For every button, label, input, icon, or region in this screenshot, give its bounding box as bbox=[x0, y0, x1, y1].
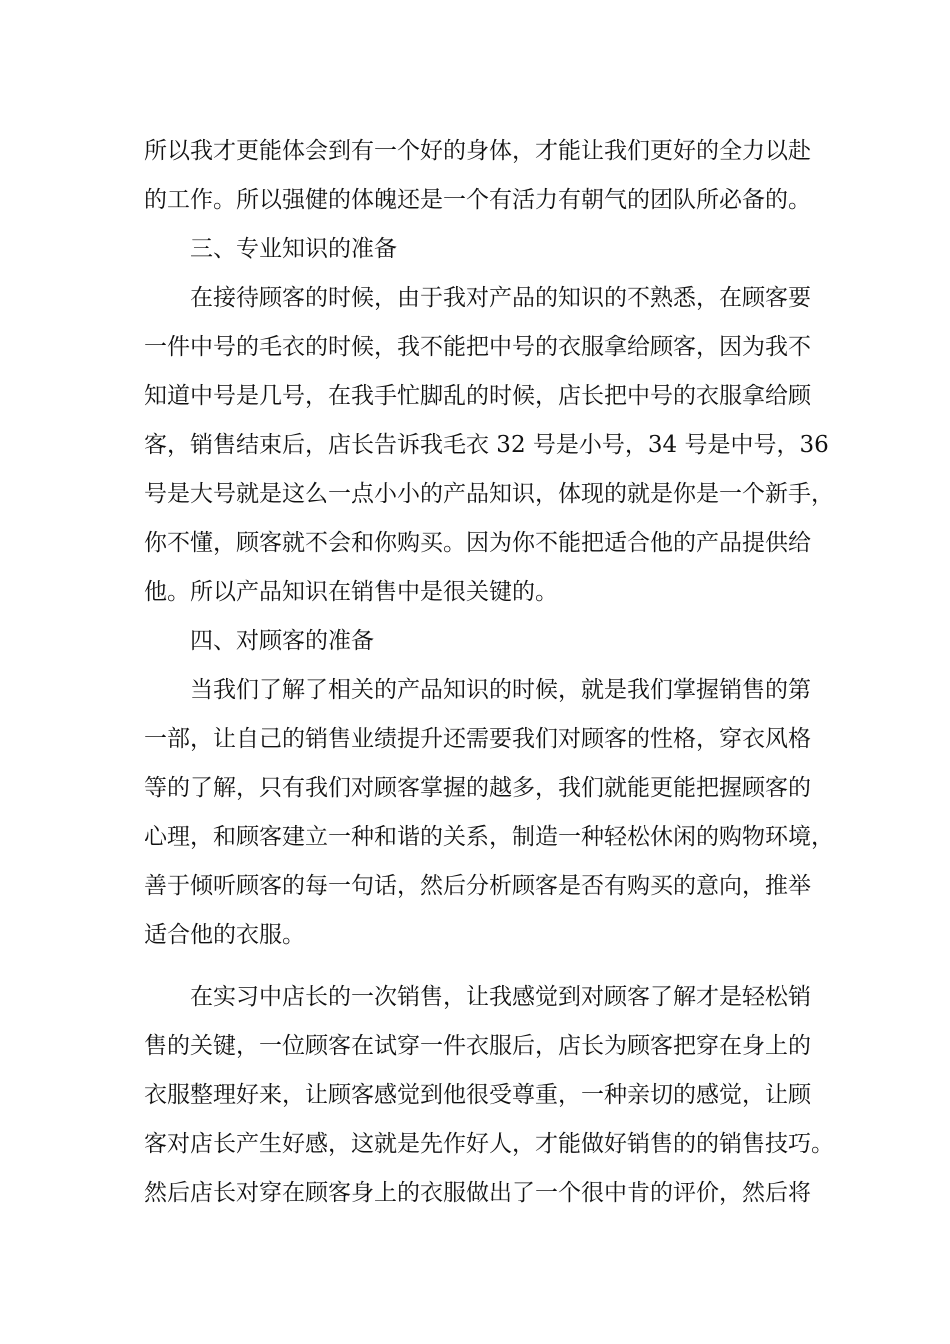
text-line: 善于倾听顾客的每一句话，然后分析顾客是否有购买的意向，推举 bbox=[144, 873, 811, 899]
text-line: 一件中号的毛衣的时候，我不能把中号的衣服拿给顾客，因为我不 bbox=[144, 334, 811, 360]
text-line: 售的关键，一位顾客在试穿一件衣服后，店长为顾客把穿在身上的 bbox=[144, 1033, 811, 1059]
text-line: 你不懂，顾客就不会和你购买。因为你不能把适合他的产品提供给 bbox=[144, 530, 811, 556]
text-line: 适合他的衣服。 bbox=[144, 922, 305, 948]
text-line: 心理，和顾客建立一种和谐的关系，制造一种轻松休闲的购物环境， bbox=[144, 824, 834, 850]
text-line: 在接待顾客的时候，由于我对产品的知识的不熟悉，在顾客要 bbox=[190, 285, 811, 311]
text-line: 所以我才更能体会到有一个好的身体，才能让我们更好的全力以赴 bbox=[144, 138, 811, 164]
text-line: 客对店长产生好感，这就是先作好人，才能做好销售的的销售技巧。 bbox=[144, 1131, 834, 1157]
text-line: 在实习中店长的一次销售，让我感觉到对顾客了解才是轻松销 bbox=[190, 984, 811, 1010]
text-line: 他。所以产品知识在销售中是很关键的。 bbox=[144, 579, 558, 605]
text-line: 衣服整理好来，让顾客感觉到他很受尊重，一种亲切的感觉，让顾 bbox=[144, 1082, 811, 1108]
document-body bbox=[144, 127, 834, 1218]
text-line: 然后店长对穿在顾客身上的衣服做出了一个很中肯的评价，然后将 bbox=[144, 1180, 811, 1206]
text-line: 的工作。所以强健的体魄还是一个有活力有朝气的团队所必备的。 bbox=[144, 187, 811, 213]
text-line: 客，销售结束后，店长告诉我毛衣 32 号是小号，34 号是中号，36 bbox=[144, 432, 829, 458]
paragraph-spacer bbox=[144, 960, 824, 973]
text-line: 当我们了解了相关的产品知识的时候，就是我们掌握销售的第 bbox=[190, 677, 811, 703]
text-line: 一部，让自己的销售业绩提升还需要我们对顾客的性格，穿衣风格 bbox=[144, 726, 811, 752]
text-line: 等的了解，只有我们对顾客掌握的越多，我们就能更能把握顾客的 bbox=[144, 775, 811, 801]
text-line: 知道中号是几号，在我手忙脚乱的时候，店长把中号的衣服拿给顾 bbox=[144, 383, 811, 409]
text-line: 号是大号就是这么一点小小的产品知识，体现的就是你是一个新手， bbox=[144, 481, 834, 507]
section-heading: 三、专业知识的准备 bbox=[190, 236, 397, 262]
section-heading: 四、对顾客的准备 bbox=[190, 628, 374, 654]
